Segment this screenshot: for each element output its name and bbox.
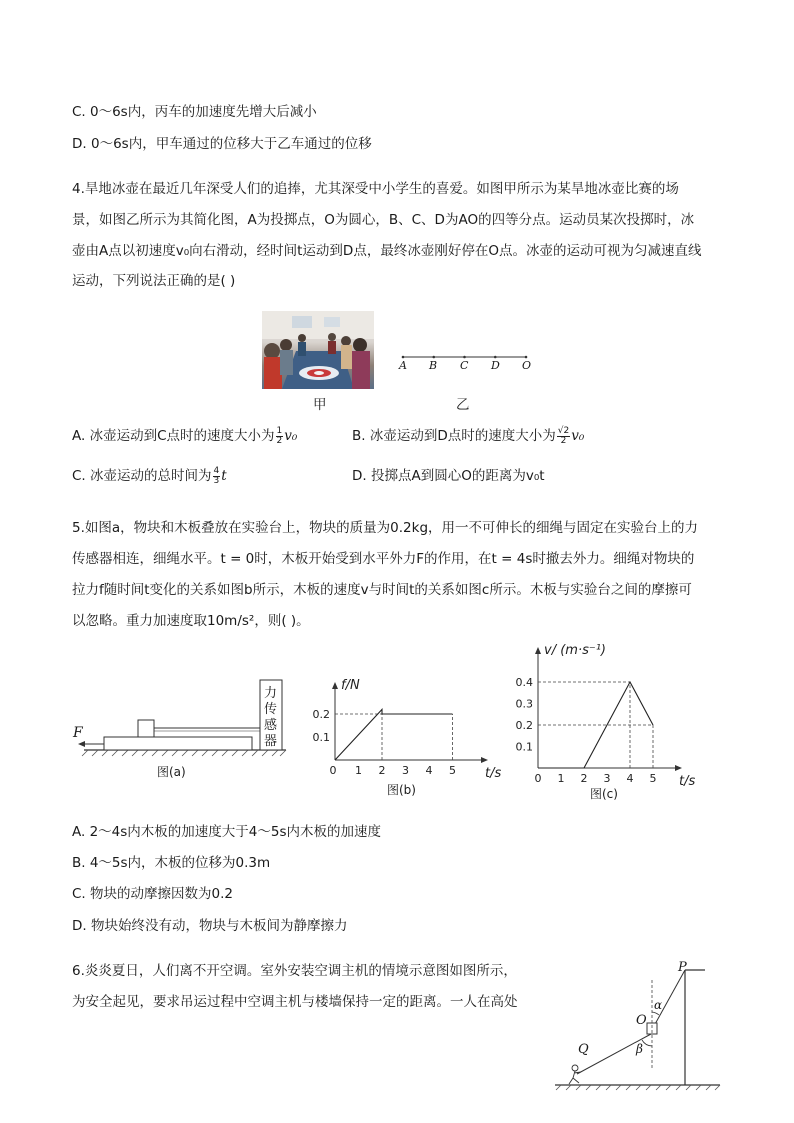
fig-a-apparatus xyxy=(72,674,292,764)
q5-stem-line-4: 以忽略。重力加速度取10m/s²，则( )。 xyxy=(72,613,310,629)
y-axis-arrow xyxy=(332,682,338,689)
q6-label-p: P xyxy=(678,960,687,975)
q4-stem-line-2: 景，如图乙所示为其简化图，A为投掷点，O为圆心，B、C、D为AO的四等分点。运动员某次投掷时，冰 xyxy=(72,212,695,228)
q6-label-q: Q xyxy=(578,1042,589,1057)
point-label-b: B xyxy=(429,359,438,372)
origin-label: 0 xyxy=(329,764,337,777)
q4-option-a xyxy=(72,426,297,446)
q5-option-c: C. 物块的动摩擦因数为0.2 xyxy=(72,886,233,902)
x-axis-label: t/s xyxy=(485,766,502,781)
x-tick-label: 2 xyxy=(580,772,588,785)
q6-label-o: O xyxy=(636,1013,647,1028)
y-tick-label: 0.2 xyxy=(312,708,330,721)
fraction-numerator: 4 xyxy=(213,465,220,476)
y-tick-label: 0.1 xyxy=(312,731,330,744)
q4-option-c xyxy=(72,466,227,486)
x-tick-label: 2 xyxy=(378,764,386,777)
q5-stem-line-3: 拉力f随时间t变化的关系如图b所示，木板的速度v与时间t的关系如图c所示。木板与实验台之间的摩擦可 xyxy=(72,582,692,598)
fraction xyxy=(557,427,570,446)
fraction-denominator: 2 xyxy=(560,435,567,446)
x-tick-label: 3 xyxy=(603,772,611,785)
x-axis-arrow xyxy=(675,765,682,771)
q6-stem-line-2: 为安全起见，要求吊运过程中空调主机与楼墙保持一定的距离。一人在高处 xyxy=(72,994,518,1010)
q4-option-d: D. 投掷点A到圆心O的距离为v₀t xyxy=(352,468,545,484)
q4-option-c-text: C. 冰壶运动的总时间为 xyxy=(72,468,212,484)
x-tick-label: 3 xyxy=(402,764,409,777)
q5-stem-line-2: 传感器相连，细绳水平。t = 0时，木板开始受到水平外力F的作用，在t = 4s时撤去外力。细绳对物块的 xyxy=(72,551,695,567)
q4-option-a-text: A. 冰壶运动到C点时的速度大小为 xyxy=(72,428,275,444)
q5-option-b: B. 4～5s内，木板的位移为0.3m xyxy=(72,855,271,871)
point-label-c: C xyxy=(460,359,469,372)
fig-b-chart xyxy=(312,665,502,781)
fig-b-caption: 图(b) xyxy=(387,783,416,797)
y-axis-label: v/ (m·s⁻¹) xyxy=(544,643,606,658)
x-tick-label: 0 xyxy=(534,772,542,785)
q4-option-c-unit: t xyxy=(221,468,227,484)
x-tick-label: 5 xyxy=(449,764,456,777)
y-tick-label: 0.3 xyxy=(515,697,533,711)
point-label-d: D xyxy=(491,359,500,372)
force-f-label: F xyxy=(73,725,83,741)
y-tick-label: 0.1 xyxy=(515,740,533,754)
q4-stem-line-1: 4.旱地冰壶在最近几年深受人们的追捧，尤其深受中小学生的喜爱。如图甲所示为某旱地冰壶比赛的场 xyxy=(72,181,679,197)
x-tick-label: 1 xyxy=(355,764,362,777)
q4-stem-line-4: 运动，下列说法正确的是( ) xyxy=(72,273,236,289)
q4-option-a-unit: v₀ xyxy=(284,428,298,444)
x-axis-label: t/s xyxy=(679,774,696,789)
series-line xyxy=(335,709,453,760)
fraction-denominator: 3 xyxy=(213,475,220,486)
fraction-denominator: 2 xyxy=(276,435,283,446)
q3-option-d: D. 0～6s内，甲车通过的位移大于乙车通过的位移 xyxy=(72,136,372,152)
q6-label-alpha: α xyxy=(654,998,663,1012)
fraction xyxy=(276,427,284,446)
fig-jia-caption: 甲 xyxy=(313,397,327,413)
fig-a-caption: 图(a) xyxy=(157,765,186,779)
point-label-a: A xyxy=(399,359,407,372)
x-tick-label: 4 xyxy=(425,764,433,777)
sensor-char-4: 器 xyxy=(264,734,278,749)
q6-stem-line-1: 6.炎炎夏日，人们离不开空调。室外安装空调主机的情境示意图如图所示， xyxy=(72,963,517,979)
q5-option-d: D. 物块始终没有动，物块与木板间为静摩擦力 xyxy=(72,918,348,934)
fig-yi-caption: 乙 xyxy=(456,397,470,413)
q5-stem-line-1: 5.如图a，物块和木板叠放在实验台上，物块的质量为0.2kg，用一不可伸长的细绳与固定在实验台上的力 xyxy=(72,520,699,536)
q4-option-b-unit: v₀ xyxy=(571,428,585,444)
q4-option-b-text: B. 冰壶运动到D点时的速度大小为 xyxy=(352,428,556,444)
fraction xyxy=(213,467,221,486)
sensor-char-2: 传 xyxy=(264,702,278,717)
y-axis-label: f/N xyxy=(341,678,360,693)
x-axis-arrow xyxy=(481,757,488,763)
point-label-o: O xyxy=(522,359,532,372)
q4-option-b xyxy=(352,426,584,446)
curling-photo xyxy=(262,311,374,389)
q4-stem-line-3: 壶由A点以初速度v₀向右滑动，经时间t运动到D点，最终冰壶刚好停在O点。冰壶的运动可视为匀减速直线 xyxy=(72,243,702,259)
y-tick-label: 0.2 xyxy=(515,719,533,732)
y-tick-label: 0.4 xyxy=(515,676,533,689)
x-tick-label: 5 xyxy=(649,772,657,785)
fig-c-caption: 图(c) xyxy=(590,787,618,801)
q5-option-a: A. 2～4s内木板的加速度大于4～5s内木板的加速度 xyxy=(72,824,382,840)
y-axis-arrow xyxy=(535,647,541,654)
fig-c-chart xyxy=(512,630,696,789)
sensor-char-1: 力 xyxy=(264,686,278,701)
fraction-numerator: 1 xyxy=(276,425,283,436)
q6-label-beta: β xyxy=(636,1042,643,1056)
x-tick-label: 4 xyxy=(626,772,634,785)
x-tick-label: 1 xyxy=(557,772,565,785)
sensor-char-3: 感 xyxy=(264,718,278,733)
q3-option-c: C. 0～6s内，丙车的加速度先增大后减小 xyxy=(72,104,317,120)
fraction-numerator: √2 xyxy=(557,425,570,436)
